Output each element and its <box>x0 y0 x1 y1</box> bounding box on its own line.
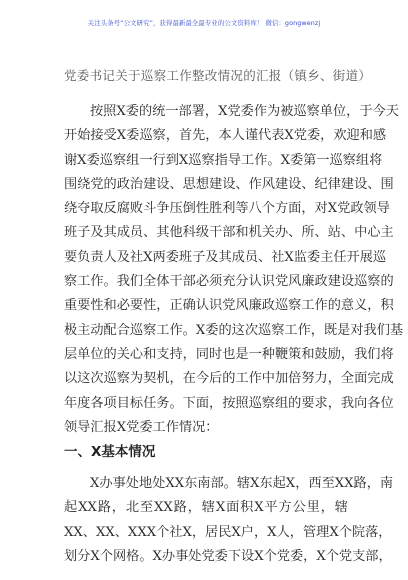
paragraph-line: 重要性和必要性，正确认识党风廉政巡察工作的意义，积 <box>64 298 394 314</box>
paragraph-line: 察工作。我们全体干部必须充分认识党风廉政建设巡察的 <box>64 274 394 290</box>
paragraph-line: 要负责人及社X两委班子及其成员、社X监委主任开展巡 <box>64 249 387 265</box>
intro-paragraph <box>64 100 404 440</box>
header-banner: 关注头条号“公文研究”，获得最新最全最专业的公文资料库！ 微信：gongwenzj <box>87 19 321 27</box>
document-title: 党委书记关于巡察工作整改情况的汇报（镇乡、街道） <box>64 68 372 83</box>
paragraph-line: 领导汇报X党委工作情况： <box>64 419 219 435</box>
paragraph-line: 开始接受X委巡察，首先，本人谨代表X党委，欢迎和感 <box>64 128 387 144</box>
paragraph-line: 年度各项目标任务。下面，按照巡察组的要求，我向各位 <box>64 395 394 411</box>
paragraph-line: 按照X委的统一部署，X党委作为被巡察单位，于今天 <box>90 104 399 119</box>
paragraph-line: X办事处地处XX东南部。辖X东起X，西至XX路，南 <box>90 476 394 491</box>
section-heading: 一、X基本情况 <box>64 444 156 460</box>
paragraph-line: 谢X委巡察组一行到X巡察指导工作。X委第一巡察组将 <box>64 152 383 168</box>
paragraph-line: 以这次巡察为契机，在今后的工作中加倍努力，全面完成 <box>64 371 394 387</box>
paragraph-line: 围绕党的政治建设、思想建设、作风建设、纪律建设、围 <box>64 176 394 192</box>
paragraph-line: 绕夺取反腐败斗争压倒性胜利等八个方面，对X党政领导 <box>64 201 390 217</box>
section-paragraph <box>64 472 394 569</box>
paragraph-line: 层单位的关心和支持，同时也是一种鞭策和鼓励，我们将 <box>64 346 394 362</box>
paragraph-line: XX、XX、XXX个社X，居民X户，X人，管理X个院落， <box>64 524 392 540</box>
paragraph-line: 班子及其成员、其他科级干部和机关办、所、站、中心主 <box>64 225 394 241</box>
paragraph-line: 划分X个网格。X办事处党委下设X个党委，X个党支部， <box>64 548 392 564</box>
paragraph-line: 起XX路，北至XX路，辖X面积X平方公里，辖 <box>64 500 348 516</box>
paragraph-line: 极主动配合巡察工作。X委的这次巡察工作，既是对我们基 <box>64 322 404 338</box>
